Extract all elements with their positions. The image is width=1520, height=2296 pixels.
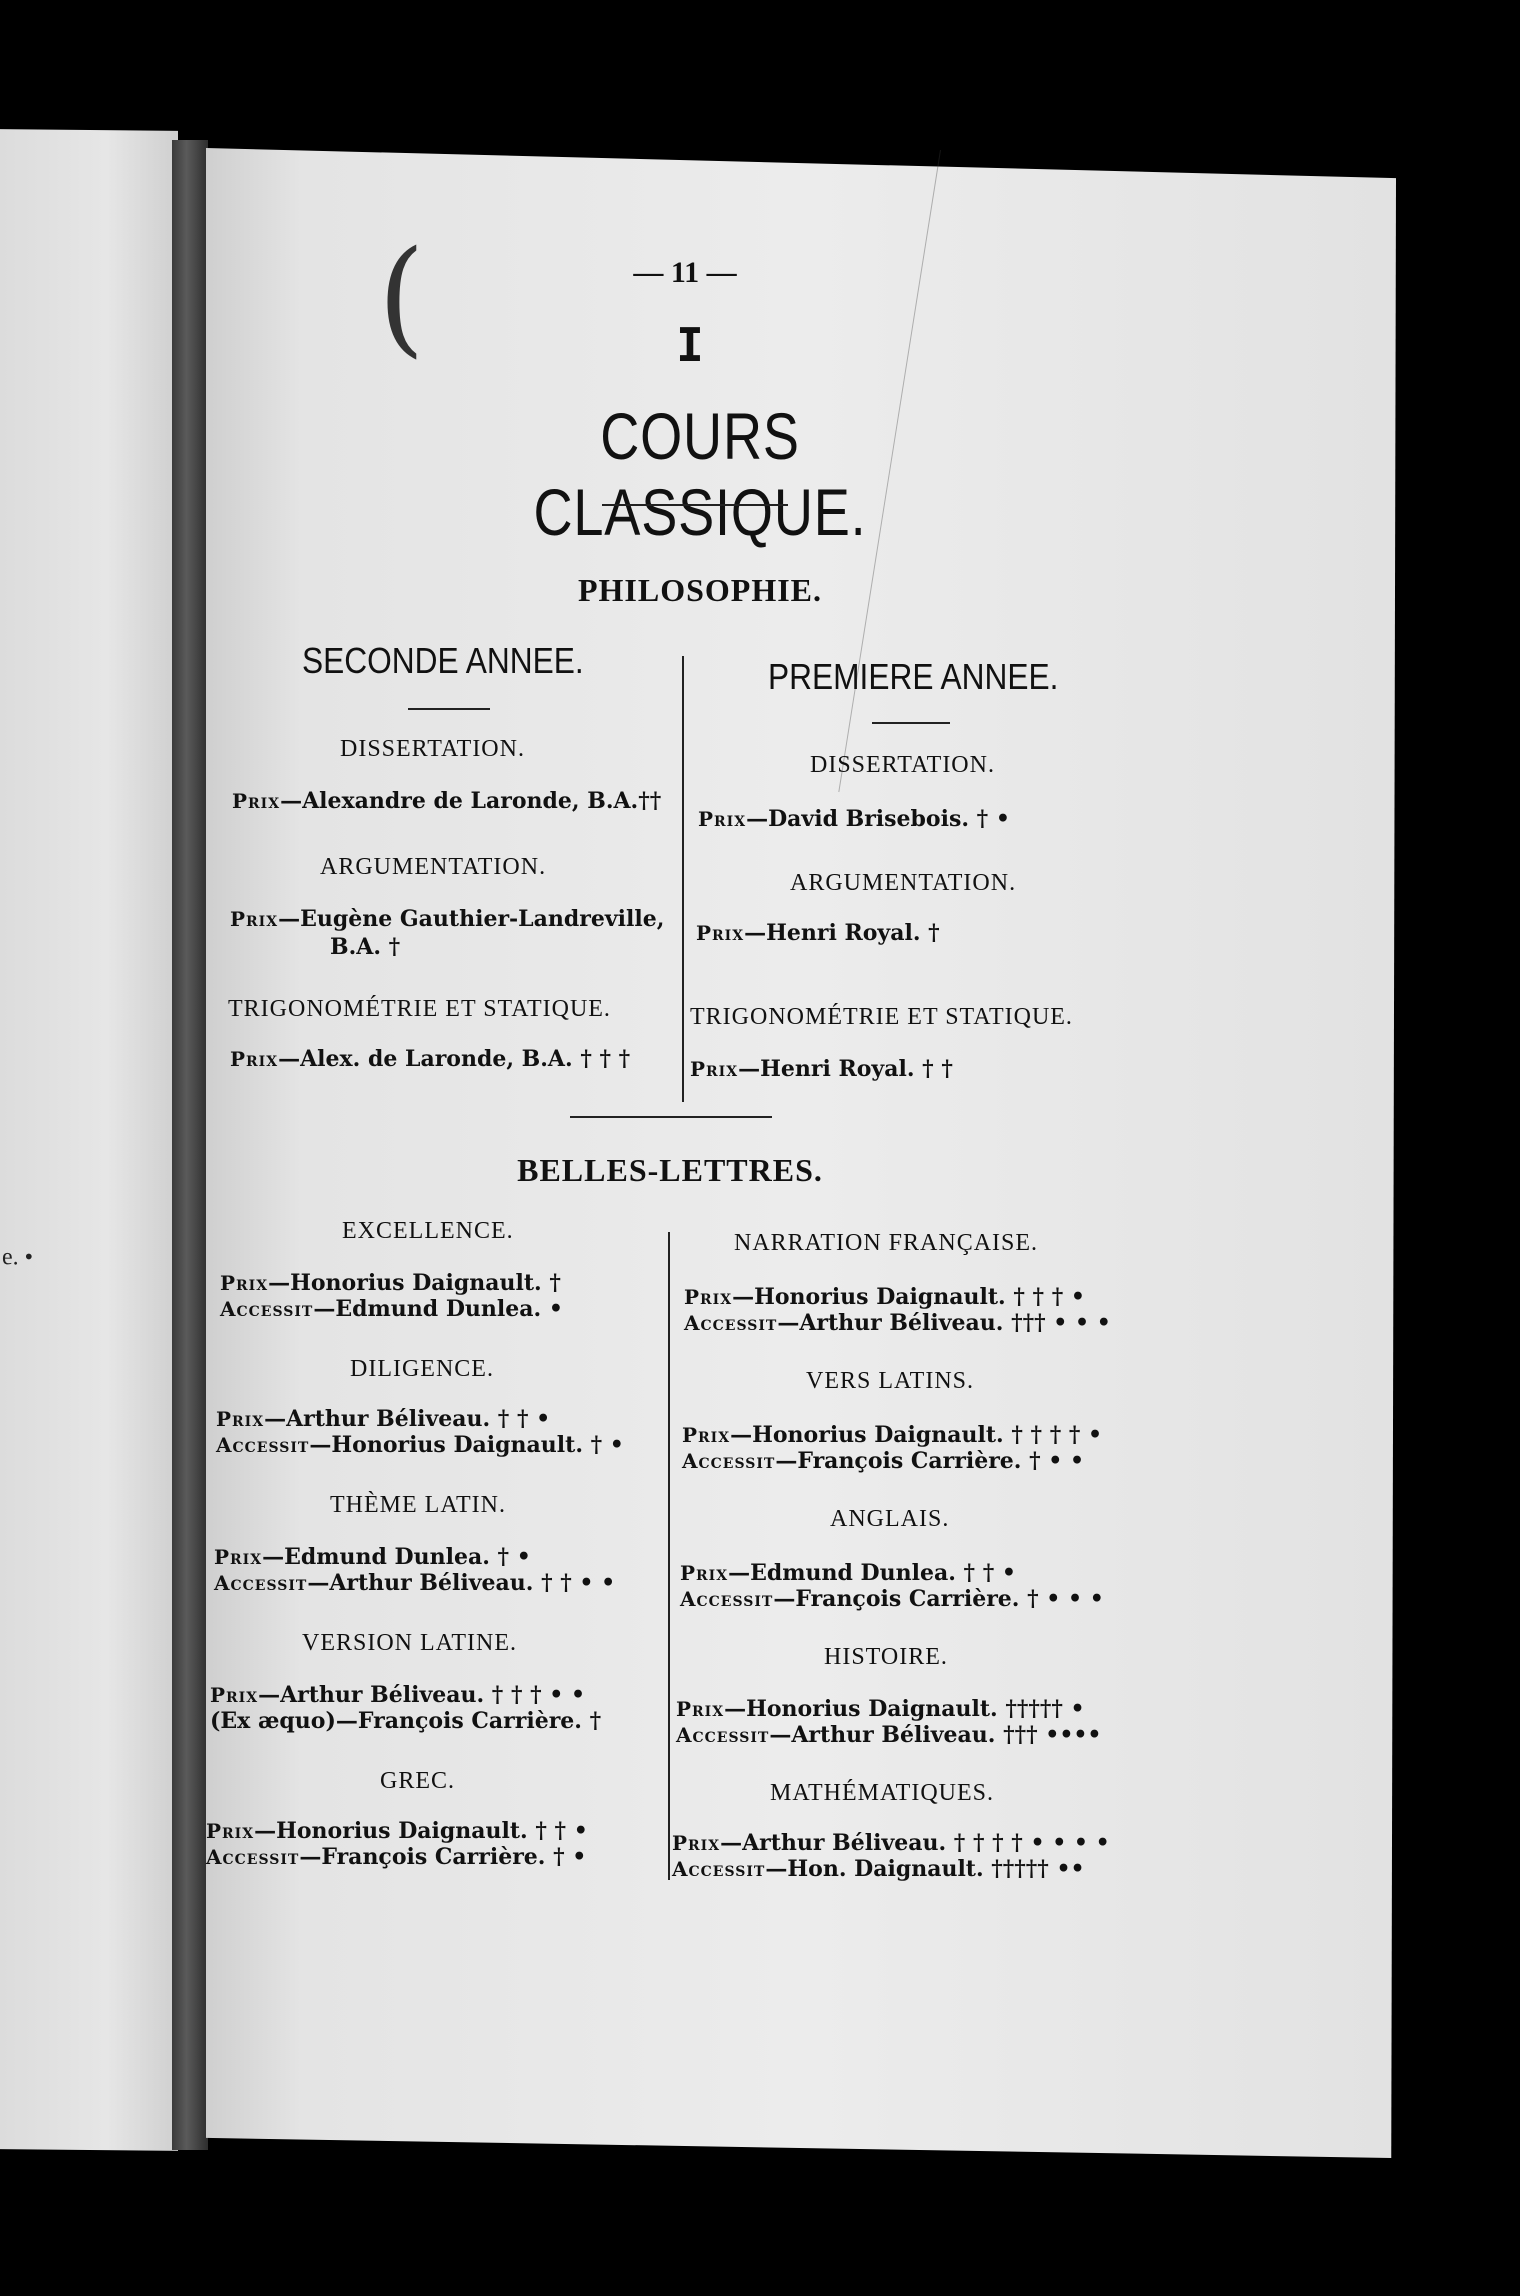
year-title-premiere: PREMIERE ANNEE.	[768, 656, 1059, 697]
page-title: COURS CLASSIQUE.	[533, 399, 867, 549]
subject-title: DISSERTATION.	[340, 736, 525, 762]
section-heading-belles-lettres: BELLES-LETTRES.	[517, 1152, 823, 1188]
handwritten-bracket-mark: (	[378, 224, 425, 371]
award-line: Accessit—Edmund Dunlea. •	[220, 1296, 563, 1322]
award-line: Prix—Eugène Gauthier-Landreville,	[230, 906, 665, 932]
page-number: — 11 —	[633, 256, 737, 289]
subject-title: THÈME LATIN.	[330, 1492, 506, 1518]
section-numeral: I	[676, 318, 704, 372]
award-line: Prix—Edmund Dunlea. † •	[214, 1544, 531, 1570]
subject-title: GREC.	[380, 1768, 456, 1794]
section-rule	[570, 1116, 772, 1118]
award-line: Prix—Alexandre de Laronde, B.A.††	[232, 788, 662, 814]
award-line: Prix—Arthur Béliveau. † † † • •	[210, 1682, 586, 1708]
award-line: Prix—Honorius Daignault. †	[220, 1270, 561, 1296]
award-line: Accessit—Honorius Daignault. † •	[216, 1432, 624, 1458]
subject-title: ARGUMENTATION.	[790, 870, 1017, 896]
subject-title: DISSERTATION.	[810, 752, 995, 778]
award-line: Accessit—Arthur Béliveau. † † • •	[214, 1570, 616, 1596]
award-line: Prix—Honorius Daignault. † † •	[206, 1818, 588, 1844]
subject-title: MATHÉMATIQUES.	[770, 1780, 994, 1806]
award-line: Prix—Honorius Daignault. † † † •	[684, 1284, 1085, 1310]
subject-title: ARGUMENTATION.	[320, 854, 547, 880]
award-line: Prix—Honorius Daignault. ††††† •	[676, 1696, 1085, 1722]
award-line: Prix—Arthur Béliveau. † † •	[216, 1406, 551, 1432]
previous-page-edge	[0, 129, 178, 2151]
award-line: Prix—Alex. de Laronde, B.A. † † †	[230, 1046, 631, 1072]
award-line: Accessit—François Carrière. † • •	[682, 1448, 1085, 1474]
award-line: Accessit—Arthur Béliveau. ††† • • •	[684, 1310, 1111, 1336]
subject-title: EXCELLENCE.	[342, 1218, 514, 1244]
year-title-seconde: SECONDE ANNEE.	[302, 640, 584, 681]
award-line: Accessit—Hon. Daignault. ††††† ••	[672, 1856, 1085, 1882]
year-rule-right	[872, 722, 950, 724]
award-line: Prix—David Brisebois. † •	[698, 806, 1010, 832]
subject-title: DILIGENCE.	[350, 1356, 494, 1382]
subject-title: VERSION LATINE.	[302, 1630, 517, 1656]
previous-page-fragment: e. •	[2, 1244, 34, 1271]
award-line: Accessit—François Carrière. † •	[206, 1844, 587, 1870]
award-line: Accessit—François Carrière. † • • •	[680, 1586, 1104, 1612]
award-line: Prix—Edmund Dunlea. † † •	[680, 1560, 1016, 1586]
award-line: (Ex æquo)—François Carrière. †	[210, 1708, 602, 1734]
award-line: B.A. †	[330, 934, 401, 960]
column-divider-philosophie	[682, 656, 684, 1102]
year-rule-left	[408, 708, 490, 710]
section-heading-philosophie: PHILOSOPHIE.	[577, 572, 823, 608]
column-divider-belles-lettres	[668, 1232, 670, 1880]
subject-title: VERS LATINS.	[806, 1368, 975, 1394]
subject-title: HISTOIRE.	[824, 1644, 948, 1670]
subject-title: ANGLAIS.	[830, 1506, 950, 1532]
title-rule	[602, 504, 788, 506]
award-line: Prix—Honorius Daignault. † † † † •	[682, 1422, 1103, 1448]
subject-title: NARRATION FRANÇAISE.	[734, 1230, 1039, 1256]
award-line: Prix—Henri Royal. † †	[690, 1056, 953, 1082]
book-spine	[172, 140, 208, 2150]
award-line: Accessit—Arthur Béliveau. ††† ••••	[676, 1722, 1102, 1748]
award-line: Prix—Arthur Béliveau. † † † † • • • •	[672, 1830, 1110, 1856]
subject-title: TRIGONOMÉTRIE ET STATIQUE.	[228, 996, 611, 1022]
award-line: Prix—Henri Royal. †	[696, 920, 940, 946]
subject-title: TRIGONOMÉTRIE ET STATIQUE.	[690, 1004, 1073, 1030]
